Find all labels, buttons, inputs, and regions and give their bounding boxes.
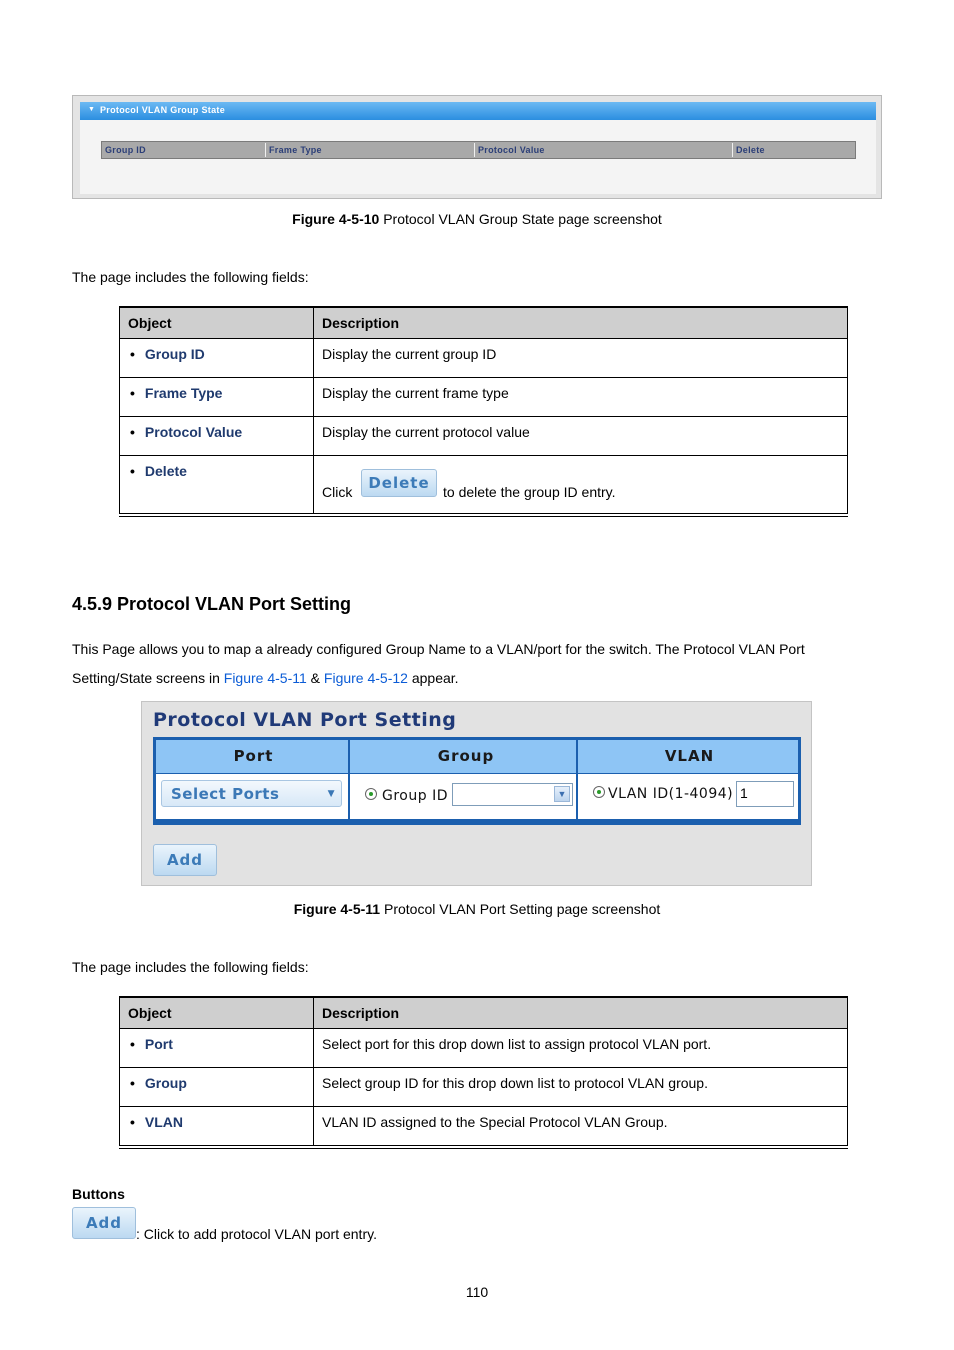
port-setting-input-row [156, 774, 798, 819]
para-text-end: appear. [407, 670, 459, 686]
vlan-id-radio[interactable] [593, 786, 605, 798]
col-frame-type: Frame Type [265, 143, 322, 157]
header-group: Group [437, 747, 495, 765]
group-state-panel [80, 102, 876, 194]
header-object: Object [120, 308, 314, 339]
caption-1-label: Figure 4-5-10 [292, 211, 380, 227]
description-cell: VLAN ID assigned to the Special Protocol VLAN Group. [314, 1107, 848, 1146]
description-cell: Display the current frame type [314, 378, 848, 417]
page-number: 110 [465, 1284, 489, 1300]
object-cell: • Delete [120, 456, 314, 514]
collapse-arrow-icon[interactable]: ▼ [88, 106, 95, 113]
figure-link-4-5-12[interactable]: Figure 4-5-12 [323, 670, 408, 686]
column-divider [576, 740, 578, 822]
group-state-titlebar[interactable] [80, 102, 876, 120]
table-row [120, 1107, 848, 1146]
figure-caption-1 [0, 211, 954, 227]
object-cell: • Group [120, 1068, 314, 1107]
table-row [120, 1029, 848, 1068]
delete-button[interactable]: Delete [361, 469, 437, 497]
caption-2-text: Protocol VLAN Port Setting page screenshot [380, 901, 661, 917]
add-button-description: : Click to add protocol VLAN port entry. [136, 1226, 377, 1242]
click-text: Click [322, 484, 353, 500]
vlan-id-input[interactable]: 1 [736, 781, 794, 807]
object-cell: • Group ID [120, 339, 314, 378]
chevron-down-icon: ▼ [327, 789, 335, 799]
buttons-heading: Buttons [72, 1186, 125, 1202]
port-setting-header-row [156, 740, 798, 773]
description-cell [314, 456, 848, 514]
chevron-down-icon: ▼ [554, 786, 570, 802]
group-state-title: Protocol VLAN Group State [100, 105, 226, 115]
add-button[interactable]: Add [153, 844, 217, 876]
intro-text-2: The page includes the following fields: [72, 959, 309, 975]
object-cell: • Port [120, 1029, 314, 1068]
para-text: Setting/State screens in [72, 670, 224, 686]
table-row [120, 417, 848, 456]
col-group-id: Group ID [105, 145, 146, 155]
section-heading: 4.5.9 Protocol VLAN Port Setting [72, 594, 352, 614]
header-object: Object [120, 998, 314, 1029]
fields-table-1 [119, 306, 848, 517]
object-cell: • Frame Type [120, 378, 314, 417]
description-cell: Select port for this drop down list to assign protocol VLAN port. [314, 1029, 848, 1068]
table-row [120, 1068, 848, 1107]
header-port: Port [233, 747, 274, 765]
caption-2-label: Figure 4-5-11 [293, 901, 381, 917]
caption-1-text: Protocol VLAN Group State page screenshot [379, 211, 662, 227]
group-id-select[interactable] [452, 783, 573, 806]
group-state-screenshot [72, 95, 882, 199]
description-cell: Select group ID for this drop down list to protocol VLAN group. [314, 1068, 848, 1107]
select-ports-label: Select Ports [171, 785, 280, 803]
header-description: Description [314, 998, 848, 1029]
object-cell: • Protocol Value [120, 417, 314, 456]
intro-text-1: The page includes the following fields: [72, 269, 309, 285]
add-button-sample[interactable]: Add [72, 1207, 136, 1239]
port-setting-screenshot [141, 701, 812, 886]
header-vlan: VLAN [664, 747, 715, 765]
group-id-radio[interactable] [365, 788, 377, 800]
select-ports-dropdown[interactable] [161, 780, 342, 807]
col-protocol-value: Protocol Value [474, 143, 545, 157]
fields-table-2 [119, 996, 848, 1149]
table-row [120, 378, 848, 417]
col-delete: Delete [732, 143, 765, 157]
table-row [120, 456, 848, 514]
group-id-label: Group ID [382, 788, 448, 804]
delete-desc-text: to delete the group ID entry. [443, 484, 616, 500]
column-divider [348, 740, 350, 822]
table-header [120, 308, 848, 339]
table-row [120, 339, 848, 378]
port-setting-title: Protocol VLAN Port Setting [153, 709, 457, 731]
port-setting-grid [153, 737, 801, 825]
figure-link-4-5-11[interactable]: Figure 4-5-11 [223, 670, 307, 686]
header-description: Description [314, 308, 848, 339]
table-header [120, 998, 848, 1029]
description-cell: Display the current group ID [314, 339, 848, 378]
section-paragraph-line2 [72, 670, 459, 686]
group-state-header-row [101, 141, 856, 159]
figure-caption-2 [0, 901, 954, 917]
description-cell: Display the current protocol value [314, 417, 848, 456]
object-cell: • VLAN [120, 1107, 314, 1146]
para-amp: & [306, 670, 324, 686]
section-paragraph-line1: This Page allows you to map a already configured Group Name to a VLAN/port for the switch. The Protocol VLAN Port [72, 641, 805, 657]
vlan-id-label: VLAN ID(1-4094) [608, 786, 734, 802]
